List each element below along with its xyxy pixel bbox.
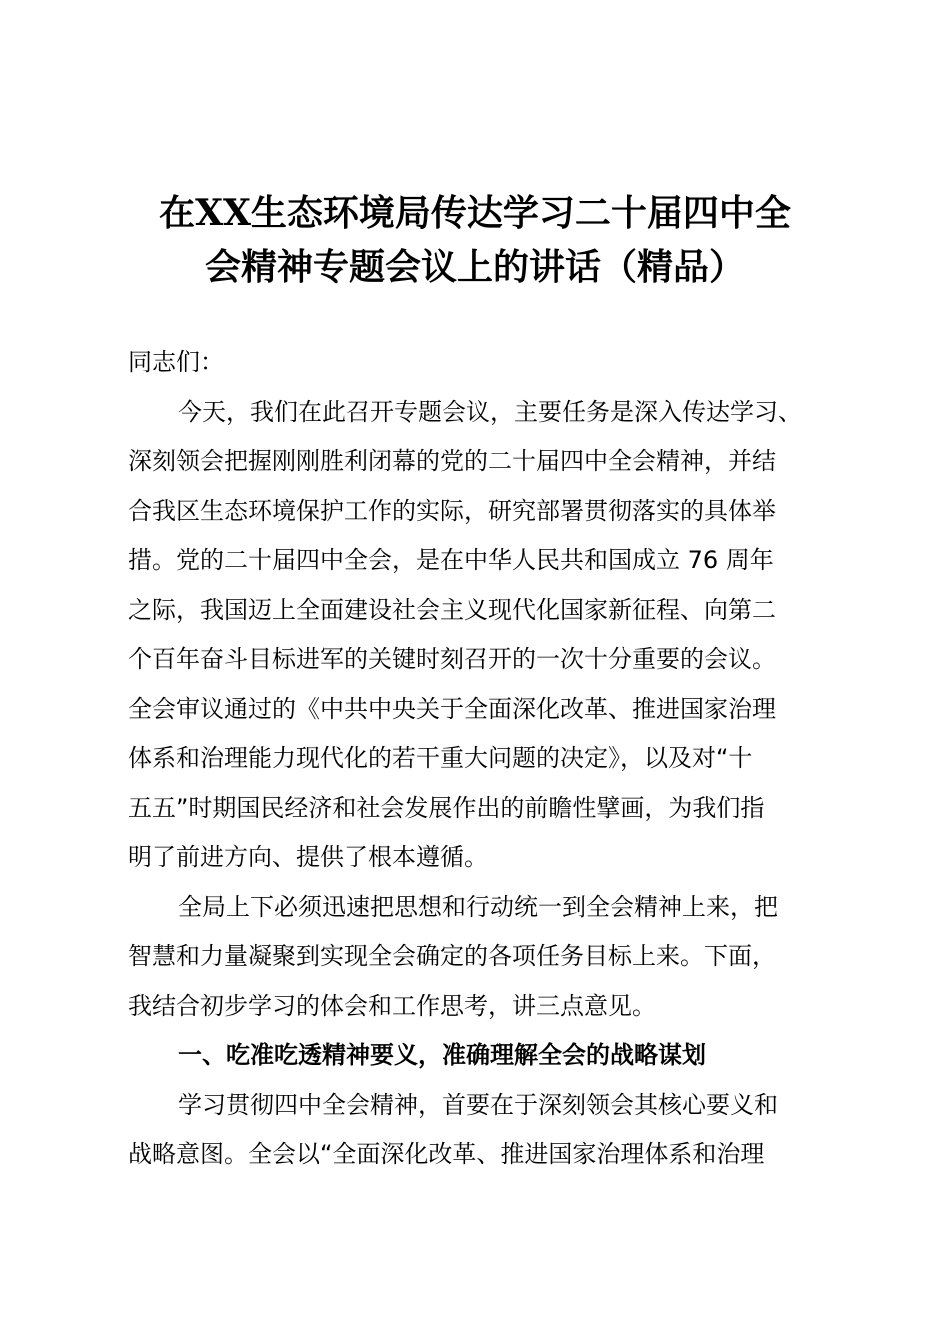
- paragraph-line: 我结合初步学习的体会和工作思考，讲三点意见。: [128, 991, 656, 1020]
- paragraph-intro: [128, 388, 828, 883]
- document-body: [128, 338, 828, 1180]
- paragraph-line: 五五”时期国民经济和社会发展作出的前瞻性擘画，为我们指: [128, 793, 765, 822]
- paragraph-line: 合我区生态环境保护工作的实际，研究部署贯彻落实的具体举: [128, 496, 776, 525]
- paragraph-line: 全局上下必须迅速把思想和行动统一到全会精神上来，把: [178, 892, 778, 921]
- paragraph-line: 今天，我们在此召开专题会议，主要任务是深入传达学习、: [178, 397, 802, 426]
- paragraph-line: 智慧和力量凝聚到实现全会确定的各项任务目标上来。下面，: [128, 942, 776, 970]
- salutation: 同志们：: [128, 348, 224, 376]
- paragraph-line: 深刻领会把握刚刚胜利闭幕的党的二十届四中全会精神，并结: [128, 447, 776, 475]
- paragraph-line: 明了前进方向、提供了根本遵循。: [128, 843, 488, 871]
- paragraph-line: 学习贯彻四中全会精神，首要在于深刻领会其核心要义和: [178, 1090, 778, 1119]
- paragraph-section-1: [128, 1081, 828, 1180]
- paragraph-line: 个百年奋斗目标进军的关键时刻召开的一次十分重要的会议。: [128, 645, 776, 673]
- title-line-1: 在XX生态环境局传达学习二十届四中全: [159, 192, 791, 234]
- paragraph-line: 之际，我国迈上全面建设社会主义现代化国家新征程、向第二: [128, 595, 776, 624]
- title-line-2: 会精神专题会议上的讲话（精品）: [204, 246, 745, 288]
- document-title: [100, 186, 850, 294]
- paragraph-unify: [128, 883, 828, 1032]
- paragraph-line: 措。党的二十届四中全会，是在中华人民共和国成立 76 周年: [128, 546, 774, 574]
- paragraph-line: 全会审议通过的《中共中央关于全面深化改革、推进国家治理: [128, 694, 776, 723]
- paragraph-line: 体系和治理能力现代化的若干重大问题的决定》，以及对“十: [128, 744, 753, 772]
- section-heading-1: 一、吃准吃透精神要义，准确理解全会的战略谋划: [178, 1041, 706, 1069]
- paragraph-line: 战略意图。全会以“全面深化改革、推进国家治理体系和治理: [128, 1140, 765, 1168]
